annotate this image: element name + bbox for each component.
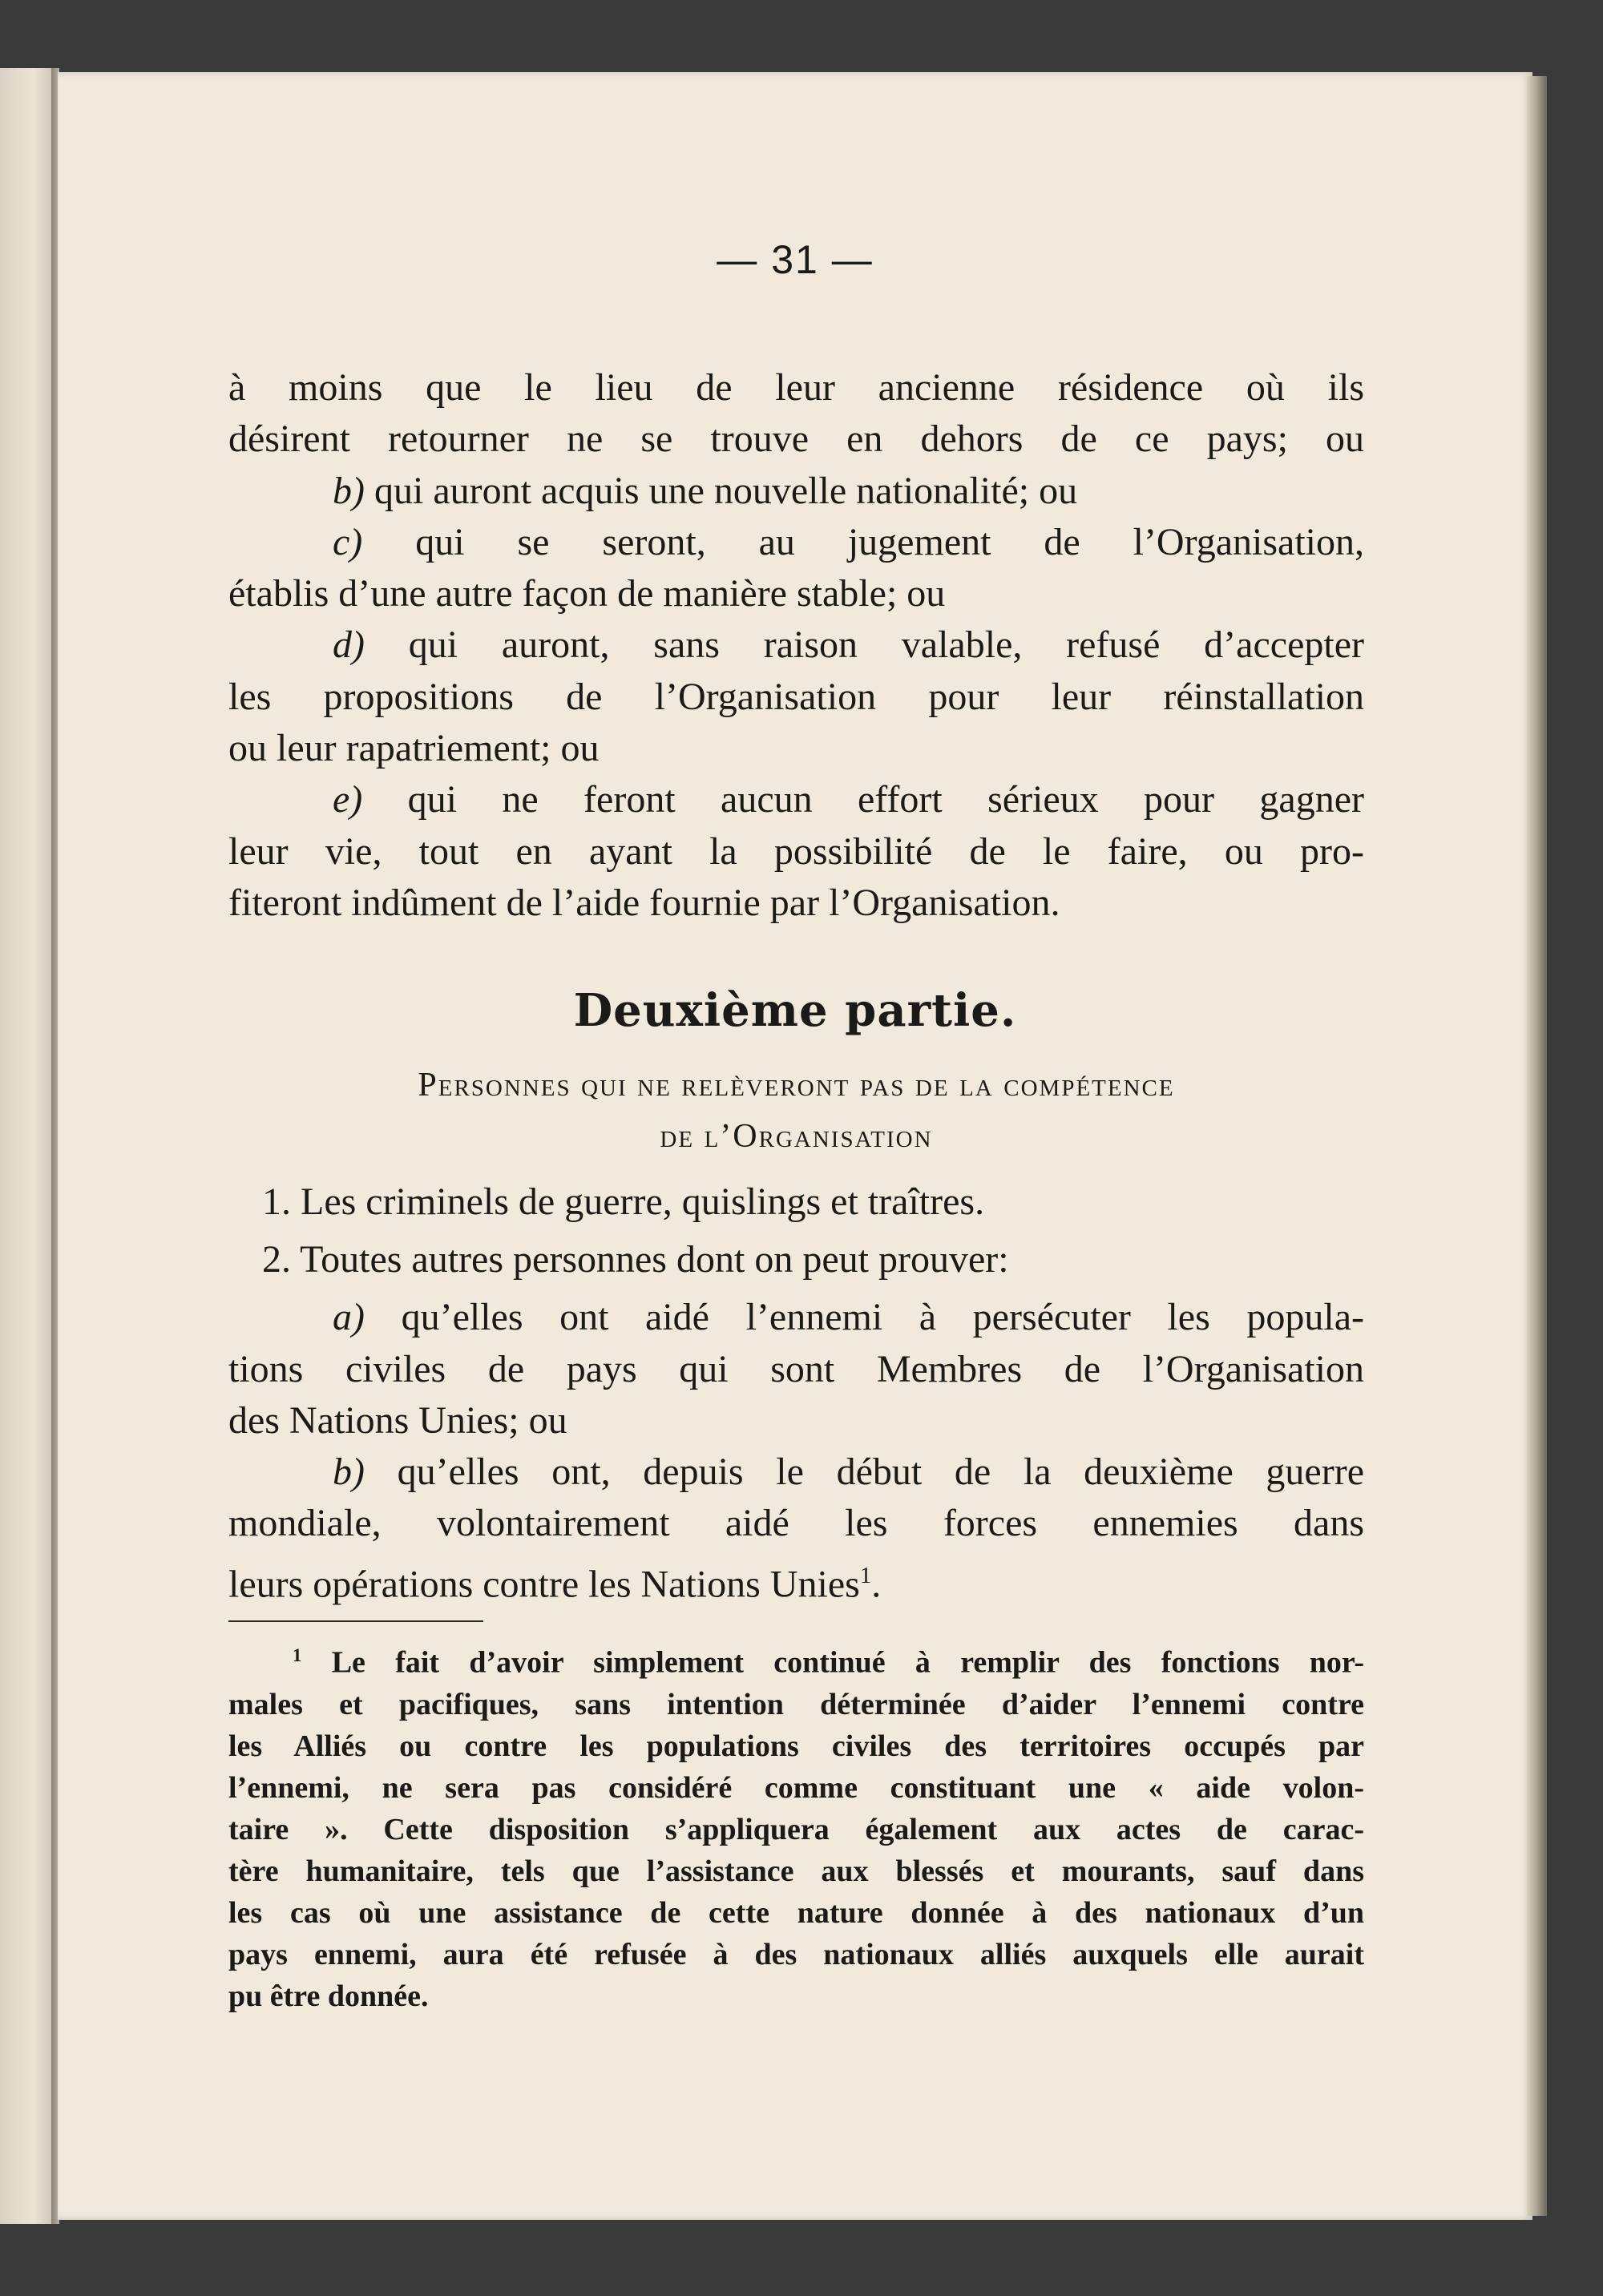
footnote-line: pays ennemi, aura été refusée à des nationaux alliés auxquels elle aurait bbox=[228, 1937, 1364, 1971]
text-line: ou leur rapatriement; ou bbox=[228, 727, 600, 770]
footnote-line: males et pacifiques, sans intention déterminée d’aider l’ennemi contre bbox=[228, 1687, 1364, 1721]
list-item-1: 1. Les criminels de guerre, quislings et traîtres. bbox=[262, 1180, 985, 1223]
subtitle-line: Personnes qui ne relèveront pas de la compétence bbox=[418, 1067, 1175, 1104]
item-text: qu’elles ont, depuis le début de la deuxième guerre bbox=[397, 1451, 1364, 1494]
text-line: leur vie, tout en ayant la possibilité de le faire, ou pro- bbox=[228, 829, 1364, 873]
footnote-text: Le fait d’avoir simplement continué à remplir des fonctions nor- bbox=[331, 1645, 1364, 1680]
text-line: mondiale, volontairement aidé les forces ennemies dans bbox=[228, 1502, 1364, 1545]
text-line: fiteront indûment de l’aide fournie par l’Organisation. bbox=[228, 881, 1060, 924]
text-line: établis d’une autre façon de manière stable; ou bbox=[228, 572, 946, 615]
footnote-marker: 1 bbox=[293, 1645, 302, 1665]
section-subtitle bbox=[228, 1059, 1364, 1162]
text-line bbox=[228, 1550, 1364, 1611]
item-a bbox=[228, 1292, 1364, 1343]
document-page bbox=[58, 72, 1532, 2220]
item-label: b) bbox=[333, 469, 365, 512]
facing-page-edge bbox=[0, 68, 56, 2224]
item-b bbox=[228, 466, 1364, 517]
footnote-line: pu être donnée. bbox=[228, 1979, 429, 2013]
section-one-text bbox=[228, 362, 1364, 929]
footnote-line: l’ennemi, ne sera pas considéré comme constituant une « aide volon- bbox=[228, 1770, 1364, 1805]
item-label: d) bbox=[333, 623, 365, 667]
item-text: qu’elles ont aidé l’ennemi à persécuter les popula- bbox=[401, 1296, 1364, 1339]
section-title: Deuxième partie. bbox=[573, 984, 1017, 1037]
footnote-line bbox=[228, 1635, 1364, 1684]
footnote bbox=[228, 1635, 1364, 2017]
text-line: tions civiles de pays qui sont Membres de l’Organisation bbox=[228, 1347, 1364, 1390]
item-b bbox=[228, 1447, 1364, 1498]
item-text: qui ne feront aucun effort sérieux pour gagner bbox=[407, 778, 1364, 821]
footnote-line: les cas où une assistance de cette nature donnée à des nationaux d’un bbox=[228, 1895, 1364, 1930]
footnote-reference[interactable]: 1 bbox=[859, 1562, 872, 1588]
item-label: b) bbox=[333, 1451, 365, 1494]
item-text: qui auront acquis une nouvelle nationalité; ou bbox=[373, 469, 1078, 512]
item-text: qui auront, sans raison valable, refusé d’accepter bbox=[408, 623, 1364, 667]
page-number: — 31 — bbox=[717, 237, 874, 282]
footnote-divider bbox=[228, 1620, 483, 1622]
item-label: a) bbox=[333, 1296, 365, 1339]
text-line: les propositions de l’Organisation pour leur réinstallation bbox=[228, 675, 1364, 718]
footnote-line: taire ». Cette disposition s’appliquera également aux actes de carac- bbox=[228, 1812, 1364, 1846]
footnote-line: les Alliés ou contre les populations civiles des territoires occupés par bbox=[228, 1729, 1364, 1763]
item-e bbox=[228, 774, 1364, 825]
section-two-text bbox=[228, 1176, 1364, 1610]
line-punctuation: . bbox=[871, 1563, 882, 1606]
subtitle-line: de l’Organisation bbox=[660, 1118, 933, 1155]
text-line: désirent retourner ne se trouve en dehors de ce pays; ou bbox=[228, 418, 1364, 461]
text-line: à moins que le lieu de leur ancienne résidence où ils bbox=[228, 366, 1364, 409]
list-item-2: 2. Toutes autres personnes dont on peut prouver: bbox=[262, 1238, 1009, 1281]
item-label: e) bbox=[333, 778, 363, 821]
footnote-line: tère humanitaire, tels que l’assistance aux blessés et mourants, sauf dans bbox=[228, 1854, 1364, 1888]
item-d bbox=[228, 619, 1364, 671]
line-text: leurs opérations contre les Nations Unies bbox=[228, 1563, 860, 1606]
item-label: c) bbox=[333, 520, 363, 563]
text-line: des Nations Unies; ou bbox=[228, 1398, 567, 1442]
item-text: qui se seront, au jugement de l’Organisation, bbox=[415, 520, 1364, 563]
page-fore-edge bbox=[1527, 76, 1547, 2216]
item-c bbox=[228, 517, 1364, 568]
